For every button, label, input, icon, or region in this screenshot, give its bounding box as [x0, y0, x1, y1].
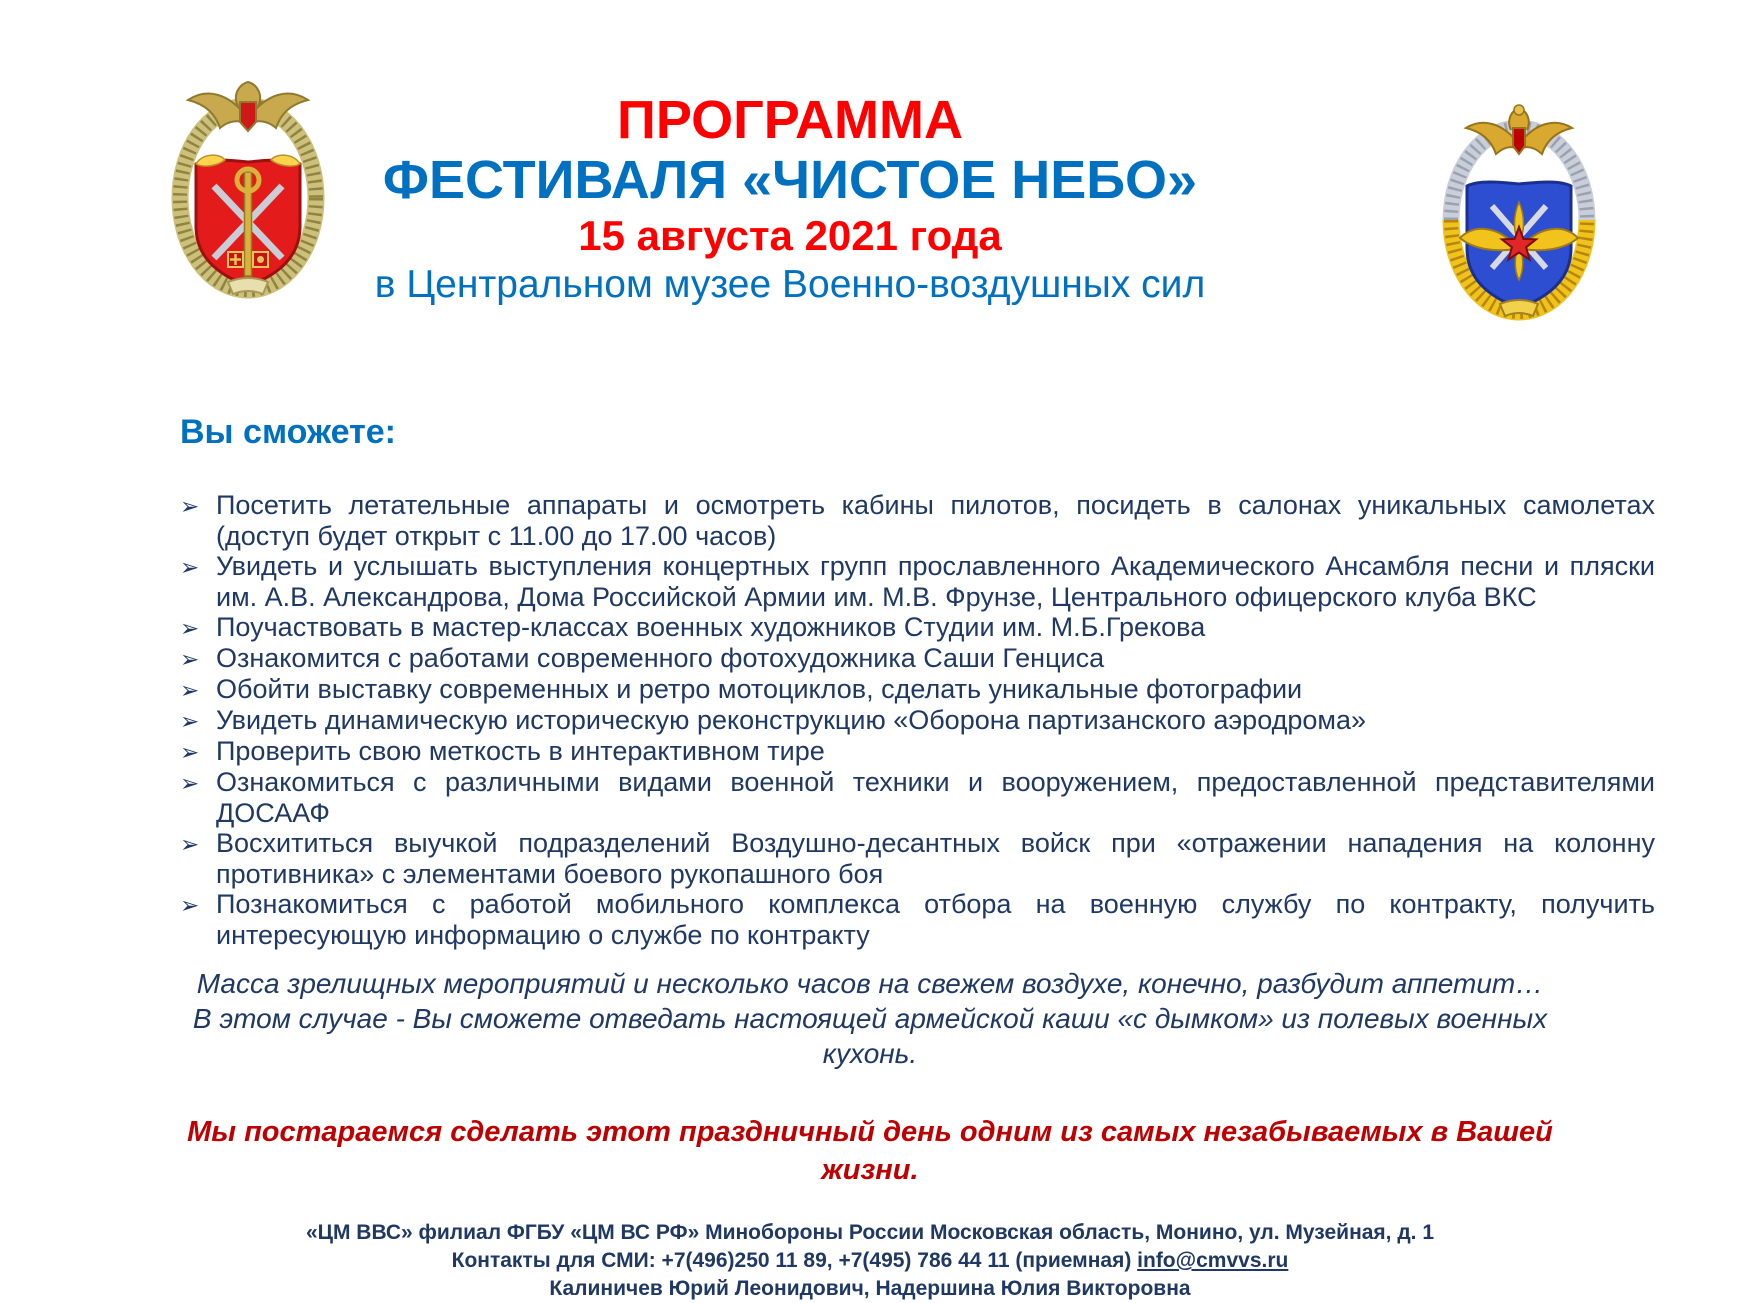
email-link[interactable]: info@cmvvs.ru: [1137, 1249, 1289, 1272]
title-block: [240, 90, 1340, 308]
arrow-bullet-icon: ➢: [180, 770, 200, 796]
list-item: [180, 643, 1655, 674]
arrow-bullet-icon: ➢: [180, 677, 200, 703]
footer-contacts: [180, 1219, 1560, 1303]
list-item: [180, 674, 1655, 705]
list-item: [180, 736, 1655, 767]
arrow-bullet-icon: ➢: [180, 493, 200, 519]
footer-phones: [180, 1247, 1560, 1275]
arrow-bullet-icon: ➢: [180, 615, 200, 641]
list-item: [180, 828, 1655, 889]
list-item-text: Увидеть динамическую историческую реконструкцию «Оборона партизанского аэродрома»: [216, 705, 1366, 735]
arrow-bullet-icon: ➢: [180, 831, 200, 857]
program-title: ПРОГРАММА: [617, 90, 963, 150]
footer-contacts-text: Контакты для СМИ: +7(496)250 11 89, +7(495) 786 44 11 (приемная): [451, 1249, 1138, 1272]
footer-persons: Калиничев Юрий Леонидович, Надершина Юлия Викторовна: [549, 1277, 1191, 1300]
program-list: [180, 490, 1655, 950]
main-content: [180, 410, 1655, 1303]
list-item: [180, 551, 1655, 612]
festival-title: ФЕСТИВАЛЯ «ЧИСТОЕ НЕБО»: [382, 150, 1198, 210]
list-item-text: Ознакомиться с различными видами военной техники и вооружением, предоставленной представителями ДОСААФ: [216, 767, 1655, 828]
list-item-text: Ознакомится с работами современного фотохудожника Саши Генциса: [216, 643, 1105, 673]
list-item-text: Увидеть и услышать выступления концертных групп прославленного Академического Ансамбля песни и пляски им. А.В. Александрова, Дома Российской Армии им. М.В. Фрунзе, Центрального офицерского клуба ВКС: [216, 551, 1655, 612]
closing-line-2: В этом случае - Вы сможете отведать настоящей армейской каши «с дымком» из полевых военных кухонь.: [192, 1003, 1548, 1069]
list-item: [180, 490, 1655, 551]
event-location: в Центральном музее Военно-воздушных сил: [374, 263, 1206, 306]
closing-paragraph: [180, 966, 1560, 1071]
arrow-bullet-icon: ➢: [180, 892, 200, 918]
arrow-bullet-icon: ➢: [180, 646, 200, 672]
event-date: 15 августа 2021 года: [578, 212, 1002, 259]
list-item: [180, 767, 1655, 828]
highlight-line: Мы постараемся сделать этот праздничный день одним из самых незабываемых в Вашей жизни.: [187, 1116, 1553, 1186]
air-force-emblem-icon: [1440, 98, 1598, 318]
list-item-text: Восхититься выучкой подразделений Воздушно-десантных войск при «отражении нападения на колонну противника» с элементами боевого рукопашного боя: [216, 828, 1655, 889]
list-item-text: Познакомиться с работой мобильного комплекса отбора на военную службу по контракту, получить интересующую информацию о службе по контракту: [216, 889, 1655, 950]
section-heading: Вы сможете:: [180, 413, 396, 451]
list-item-text: Проверить свою меткость в интерактивном тире: [216, 736, 825, 766]
list-item-text: Посетить летательные аппараты и осмотреть кабины пилотов, посидеть в салонах уникальных самолетах (доступ будет открыт с 11.00 до 17.00 часов): [216, 490, 1655, 551]
closing-line-1: Масса зрелищных мероприятий и несколько часов на свежем воздухе, конечно, разбудит аппетит…: [196, 968, 1544, 999]
arrow-bullet-icon: ➢: [180, 708, 200, 734]
list-item: [180, 889, 1655, 950]
list-item: [180, 612, 1655, 643]
list-item-text: Обойти выставку современных и ретро мотоциклов, сделать уникальные фотографии: [216, 674, 1303, 704]
arrow-bullet-icon: ➢: [180, 739, 200, 765]
list-item-text: Поучаствовать в мастер-классах военных художников Студии им. М.Б.Грекова: [216, 612, 1206, 642]
footer-address: «ЦМ ВВС» филиал ФГБУ «ЦМ ВС РФ» Минобороны России Московская область, Монино, ул. Музейная, д. 1: [305, 1221, 1435, 1244]
list-item: [180, 705, 1655, 736]
air-force-heraldic-emblem: [1440, 98, 1598, 323]
arrow-bullet-icon: ➢: [180, 554, 200, 580]
